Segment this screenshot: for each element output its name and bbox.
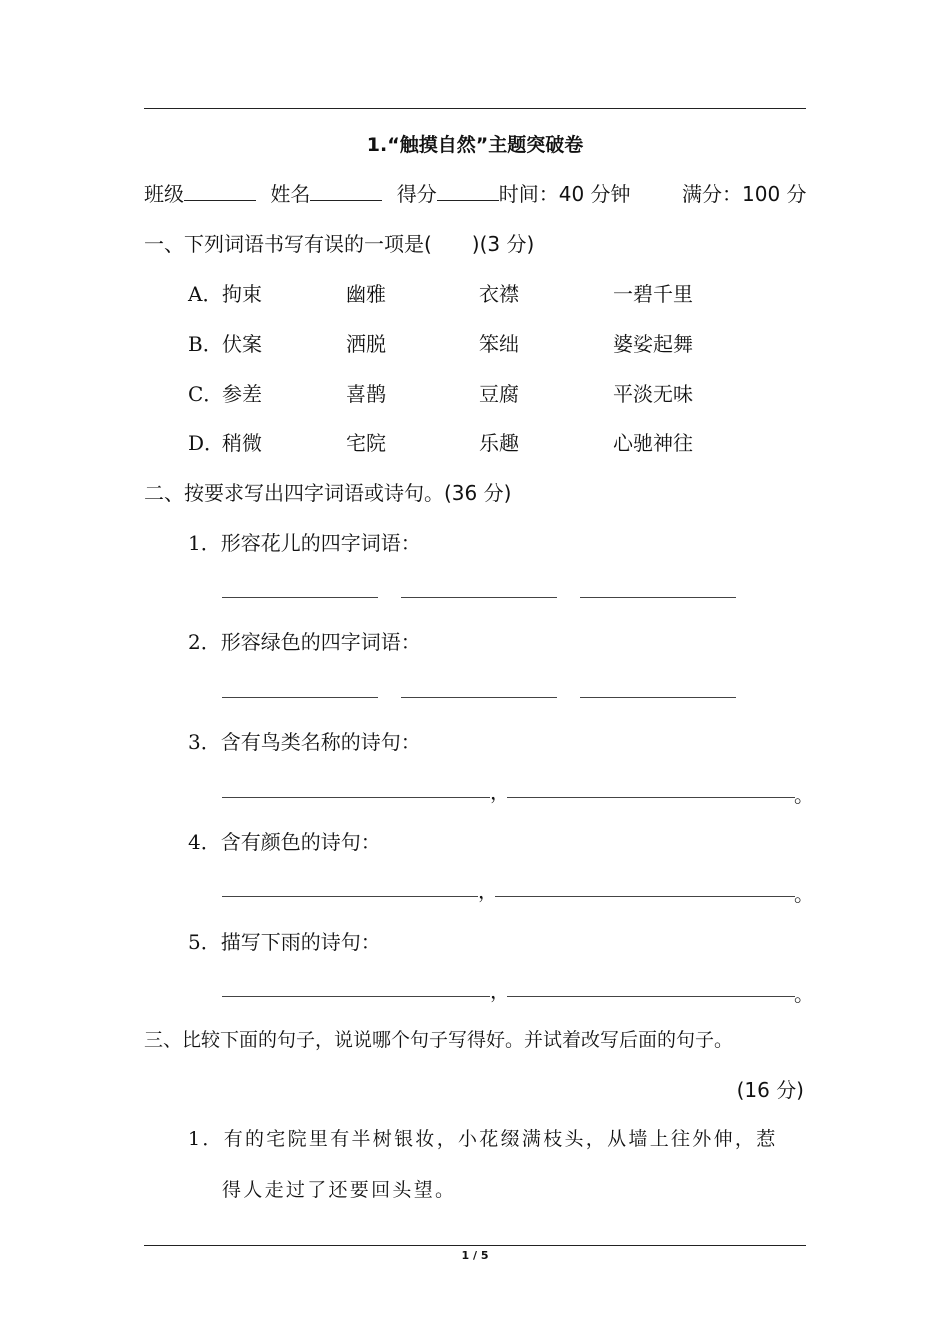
period-2-5: 。 [794, 982, 814, 1006]
question-2-3: 3．含有鸟类名称的诗句： [188, 730, 421, 754]
option-d-word2: 宅院 [346, 431, 386, 455]
full-score-text: 满分：100 分 [682, 182, 807, 206]
page-number: 1 / 5 [461, 1249, 489, 1262]
period-2-3: 。 [794, 783, 814, 807]
option-c-word1: 参差 [222, 382, 262, 406]
question-2-5: 5．描写下雨的诗句： [188, 930, 381, 954]
answer-blank-2-2-b[interactable] [401, 697, 557, 698]
option-c-word3: 豆腐 [479, 382, 519, 406]
option-d-word4: 心驰神往 [613, 431, 693, 455]
answer-blank-2-2-a[interactable] [222, 697, 378, 698]
top-rule [144, 108, 806, 109]
bottom-rule [144, 1245, 806, 1246]
section3-score: (16 分) [736, 1078, 804, 1102]
score-label: 得分 [396, 182, 437, 206]
option-d-letter: D． [188, 431, 225, 455]
class-blank[interactable] [184, 182, 256, 201]
option-b-letter: B． [188, 332, 223, 356]
question-3-1-line1: 1．有的宅院里有半树银妆，小花缀满枝头，从墙上往外伸，惹 [188, 1128, 778, 1150]
name-blank[interactable] [310, 182, 382, 201]
option-a-word1: 拘束 [222, 282, 262, 306]
section2-heading: 二、按要求写出四字词语或诗句。(36 分) [144, 481, 512, 505]
option-c-word4: 平淡无味 [613, 382, 693, 406]
comma-2-4: ， [478, 879, 498, 903]
option-b-word4: 婆娑起舞 [613, 332, 693, 356]
comma-2-3: ， [490, 780, 510, 804]
page-title: 1.“触摸自然”主题突破卷 [366, 134, 584, 156]
answer-blank-2-1-a[interactable] [222, 597, 378, 598]
option-b-word3: 笨绌 [479, 332, 519, 356]
header-info [144, 178, 631, 207]
option-c-word2: 喜鹊 [346, 382, 386, 406]
answer-blank-2-2-c[interactable] [580, 697, 736, 698]
answer-blank-2-1-c[interactable] [580, 597, 736, 598]
question-2-2: 2．形容绿色的四字词语： [188, 630, 421, 654]
class-label: 班级 [144, 182, 184, 206]
option-d-word1: 稍微 [222, 431, 262, 455]
option-a-word2: 幽雅 [346, 282, 386, 306]
answer-blank-2-3-b[interactable] [507, 797, 795, 798]
answer-blank-2-4-a[interactable] [222, 896, 478, 897]
option-a-word3: 衣襟 [479, 282, 519, 306]
score-blank[interactable] [437, 182, 499, 201]
answer-blank-2-5-a[interactable] [222, 996, 490, 997]
option-a-letter: A． [188, 282, 223, 306]
option-c-letter: C． [188, 382, 224, 406]
question-2-1: 1．形容花儿的四字词语： [188, 531, 421, 555]
option-b-word2: 洒脱 [346, 332, 386, 356]
time-text: 时间：40 分钟 [498, 182, 631, 206]
option-a-word4: 一碧千里 [613, 282, 693, 306]
option-b-word1: 伏案 [222, 332, 262, 356]
comma-2-5: ， [490, 979, 510, 1003]
name-label: 姓名 [270, 182, 311, 206]
answer-blank-2-5-b[interactable] [507, 996, 795, 997]
question-3-1-line2: 得人走过了还要回头望。 [222, 1179, 457, 1201]
answer-blank-2-3-a[interactable] [222, 797, 490, 798]
period-2-4: 。 [794, 882, 814, 906]
answer-blank-2-1-b[interactable] [401, 597, 557, 598]
section1-heading: 一、下列词语书写有误的一项是( )(3 分) [144, 232, 535, 256]
option-d-word3: 乐趣 [479, 431, 519, 455]
section3-heading: 三、比较下面的句子，说说哪个句子写得好。并试着改写后面的句子。 [144, 1029, 734, 1051]
question-2-4: 4．含有颜色的诗句： [188, 830, 381, 854]
answer-blank-2-4-b[interactable] [495, 896, 795, 897]
